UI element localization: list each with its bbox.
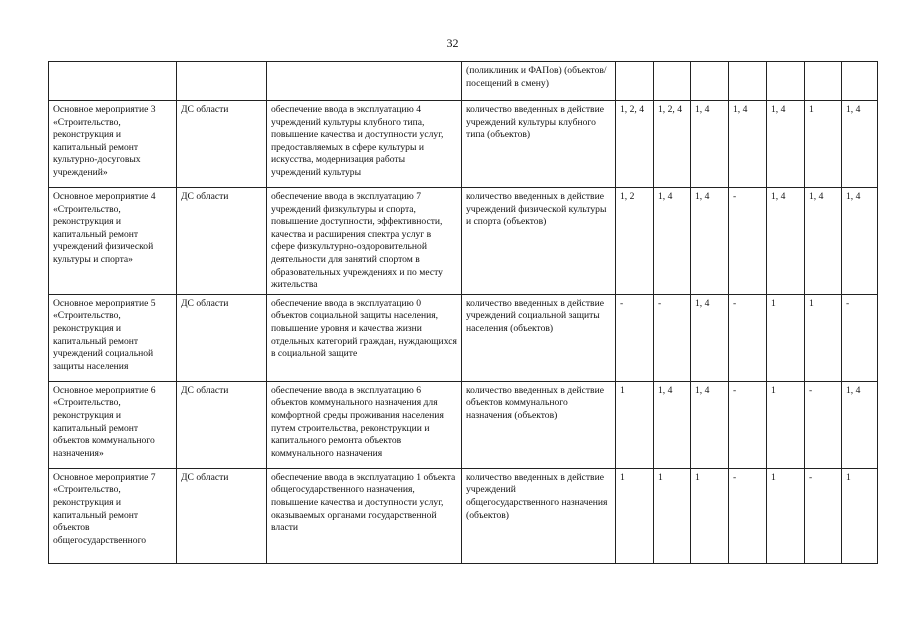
cell-value bbox=[729, 62, 767, 101]
cell-value bbox=[654, 62, 691, 101]
cell-value: 1, 4 bbox=[767, 101, 805, 188]
cell-value: 1, 4 bbox=[767, 188, 805, 295]
cell-executor: ДС области bbox=[177, 381, 267, 468]
cell-indicator: количество введенных в действие объектов коммунального назначения (объектов) bbox=[462, 381, 616, 468]
cell-value: 1, 4 bbox=[729, 101, 767, 188]
cell-indicator: (поликлиник и ФАПов) (объектов/посещений в смену) bbox=[462, 62, 616, 101]
table-row bbox=[49, 188, 878, 295]
cell-value: - bbox=[729, 188, 767, 295]
cell-value: 1 bbox=[842, 468, 878, 563]
cell-indicator: количество введенных в действие учреждений общегосударственного назначения (объектов) bbox=[462, 468, 616, 563]
cell-executor bbox=[177, 62, 267, 101]
cell-value bbox=[842, 62, 878, 101]
cell-value: - bbox=[729, 468, 767, 563]
table-body bbox=[49, 62, 878, 564]
page-number: 32 bbox=[446, 36, 459, 50]
cell-indicator: количество введенных в действие учреждений физической культуры и спорта (объектов) bbox=[462, 188, 616, 295]
cell-value: 1 bbox=[805, 101, 842, 188]
cell-value: - bbox=[654, 294, 691, 381]
cell-value: 1, 4 bbox=[691, 381, 729, 468]
cell-result bbox=[267, 62, 462, 101]
cell-value: 1 bbox=[616, 468, 654, 563]
cell-value: 1, 4 bbox=[691, 188, 729, 295]
cell-result: обеспечение ввода в эксплуатацию 4 учреждений культуры клубного типа, повышение качества и доступности услуг, предоставляемых в сфере культуры и искусства, модернизация работы учреждений культуры bbox=[267, 101, 462, 188]
cell-result: обеспечение ввода в эксплуатацию 6 объектов коммунального назначения для комфортной среды проживания населения путем строительства, реконструкции и капитального ремонта объектов коммунального назначения bbox=[267, 381, 462, 468]
cell-result: обеспечение ввода в эксплуатацию 7 учреждений физкультуры и спорта, повышение доступности, эффективности, качества и расширения спектра услуг в сфере физкультурно-оздоровительной деятельности для занятий спортом в образовательных учреждениях и по месту жительства bbox=[267, 188, 462, 295]
cell-activity: Основное мероприятие 7 «Строительство, реконструкция и капитальный ремонт объектов общегосударственного bbox=[49, 468, 177, 563]
cell-value: 1, 4 bbox=[691, 294, 729, 381]
cell-value: 1 bbox=[805, 294, 842, 381]
cell-indicator: количество введенных в действие учреждений культуры клубного типа (объектов) bbox=[462, 101, 616, 188]
cell-executor: ДС области bbox=[177, 101, 267, 188]
table-row bbox=[49, 468, 878, 563]
continuation-row bbox=[49, 62, 878, 101]
cell-value: 1, 2, 4 bbox=[616, 101, 654, 188]
cell-value: - bbox=[729, 381, 767, 468]
cell-value: 1, 4 bbox=[842, 101, 878, 188]
cell-value: - bbox=[842, 294, 878, 381]
cell-value bbox=[691, 62, 729, 101]
cell-value: 1, 4 bbox=[842, 188, 878, 295]
cell-value: 1 bbox=[767, 381, 805, 468]
table-row bbox=[49, 101, 878, 188]
cell-activity bbox=[49, 62, 177, 101]
cell-value: 1, 4 bbox=[654, 188, 691, 295]
cell-value: 1 bbox=[767, 294, 805, 381]
cell-value: - bbox=[729, 294, 767, 381]
cell-value: 1 bbox=[767, 468, 805, 563]
cell-activity: Основное мероприятие 5 «Строительство, реконструкция и капитальный ремонт учреждений социальной защиты населения bbox=[49, 294, 177, 381]
cell-value: 1 bbox=[654, 468, 691, 563]
program-activities-table bbox=[48, 61, 878, 564]
cell-result: обеспечение ввода в эксплуатацию 0 объектов социальной защиты населения, повышение уровня и качества жизни отдельных категорий граждан, нуждающихся в социальной защите bbox=[267, 294, 462, 381]
table-row bbox=[49, 294, 878, 381]
cell-value: 1, 4 bbox=[691, 101, 729, 188]
cell-activity: Основное мероприятие 6 «Строительство, реконструкция и капитальный ремонт объектов коммунального назначения» bbox=[49, 381, 177, 468]
cell-value: - bbox=[805, 468, 842, 563]
table-row bbox=[49, 381, 878, 468]
cell-value: 1, 4 bbox=[805, 188, 842, 295]
cell-value: - bbox=[805, 381, 842, 468]
cell-value bbox=[805, 62, 842, 101]
cell-executor: ДС области bbox=[177, 188, 267, 295]
cell-value: 1 bbox=[691, 468, 729, 563]
cell-executor: ДС области bbox=[177, 468, 267, 563]
cell-value: - bbox=[616, 294, 654, 381]
cell-value bbox=[767, 62, 805, 101]
cell-value: 1 bbox=[616, 381, 654, 468]
cell-value bbox=[616, 62, 654, 101]
cell-value: 1, 2, 4 bbox=[654, 101, 691, 188]
cell-value: 1, 4 bbox=[842, 381, 878, 468]
cell-indicator: количество введенных в действие учреждений социальной защиты населения (объектов) bbox=[462, 294, 616, 381]
cell-activity: Основное мероприятие 3 «Строительство, реконструкция и капитальный ремонт культурно-досуговых учреждений» bbox=[49, 101, 177, 188]
cell-value: 1, 2 bbox=[616, 188, 654, 295]
cell-activity: Основное мероприятие 4 «Строительство, реконструкция и капитальный ремонт учреждений физической культуры и спорта» bbox=[49, 188, 177, 295]
cell-executor: ДС области bbox=[177, 294, 267, 381]
cell-value: 1, 4 bbox=[654, 381, 691, 468]
cell-result: обеспечение ввода в эксплуатацию 1 объекта общегосударственного назначения, повышение качества и доступности услуг, оказываемых органами государственной власти bbox=[267, 468, 462, 563]
